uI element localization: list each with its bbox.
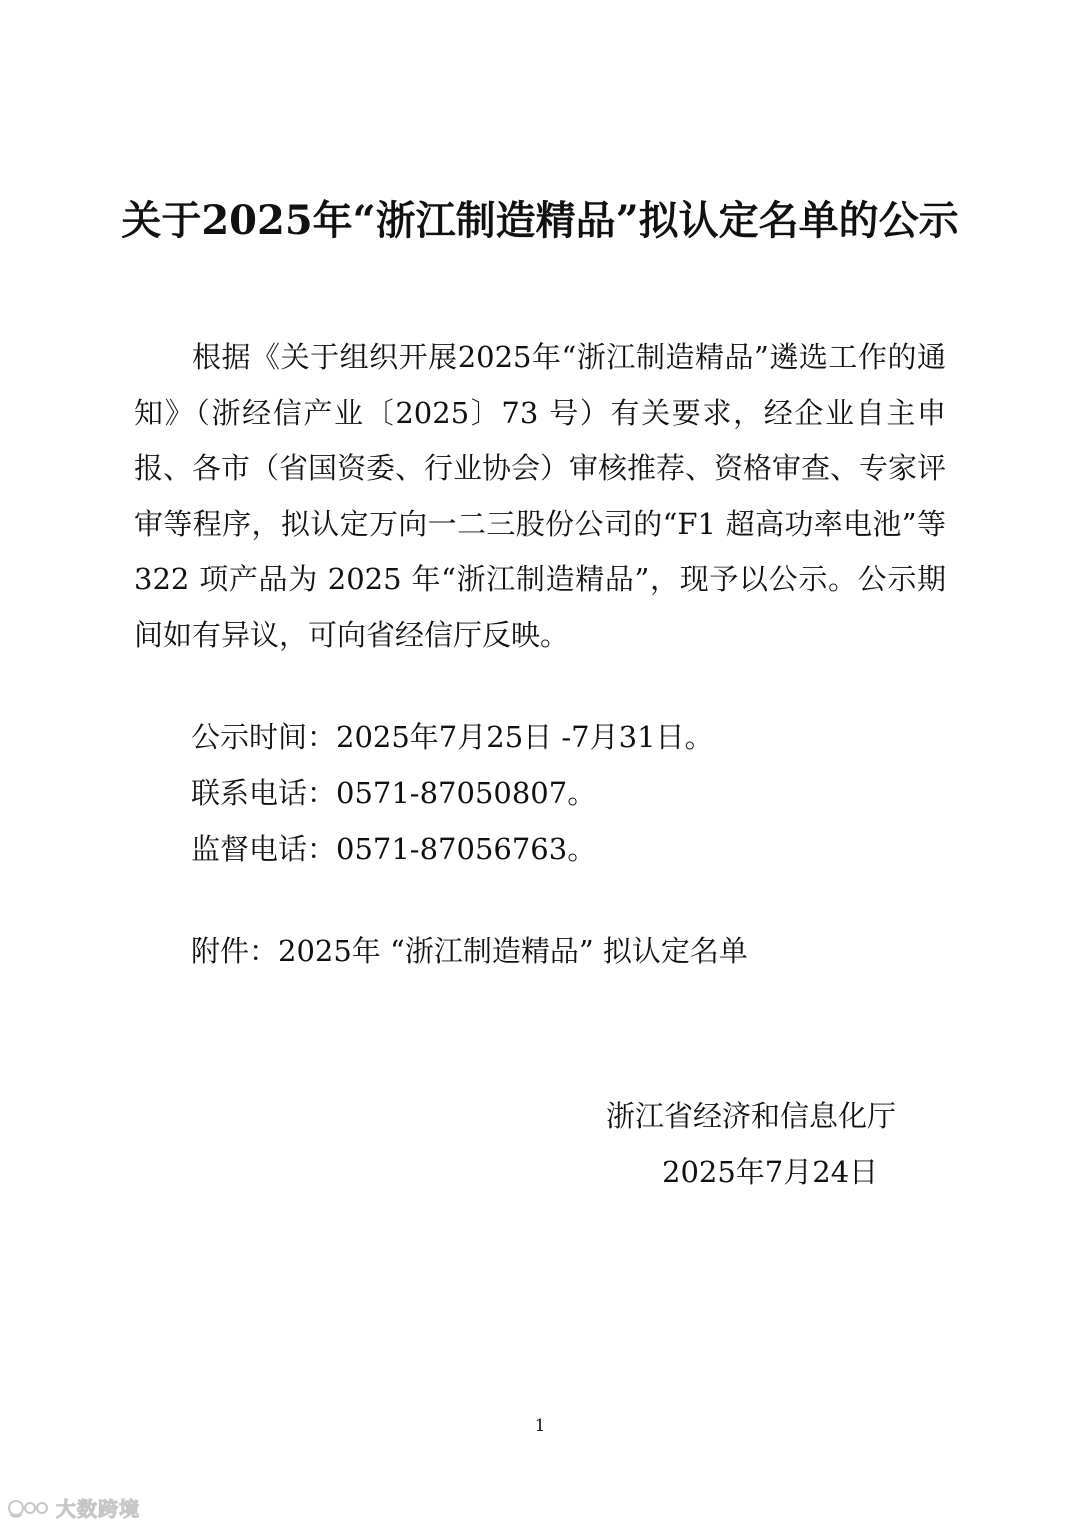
issue-date: 2025年7月24日 — [662, 1155, 879, 1189]
supervision-phone: 监督电话：0571-87056763。 — [191, 832, 597, 866]
contact-phone: 联系电话：0571-87050807。 — [191, 776, 597, 810]
issuer-name: 浙江省经济和信息化厅 — [606, 1099, 897, 1133]
page-number: 1 — [534, 1416, 546, 1436]
logo-icon — [8, 1495, 54, 1519]
watermark — [8, 1492, 140, 1522]
body-paragraph: 根据《关于组织开展2025年“浙江制造精品”遴选工作的通知》（浙经信产业〔2025〕73 号）有关要求，经企业自主申报、各市（省国资委、行业协会）审核推荐、资格审查、专家评审等程序，拟认定万向一二三股份公司的“F1 超高功率电池”等 322 项产品为 2025 年“浙江制造精品”，现予以公示。公示期间如有异议，可向省经信厅反映。 — [134, 340, 947, 652]
publicity-period: 公示时间：2025年7月25日 -7月31日。 — [191, 720, 714, 754]
attachment-line: 附件：2025年 “浙江制造精品” 拟认定名单 — [191, 934, 748, 968]
document-title: 关于2025年“浙江制造精品”拟认定名单的公示 — [121, 197, 959, 244]
watermark-text: 大数跨境 — [56, 1496, 140, 1521]
